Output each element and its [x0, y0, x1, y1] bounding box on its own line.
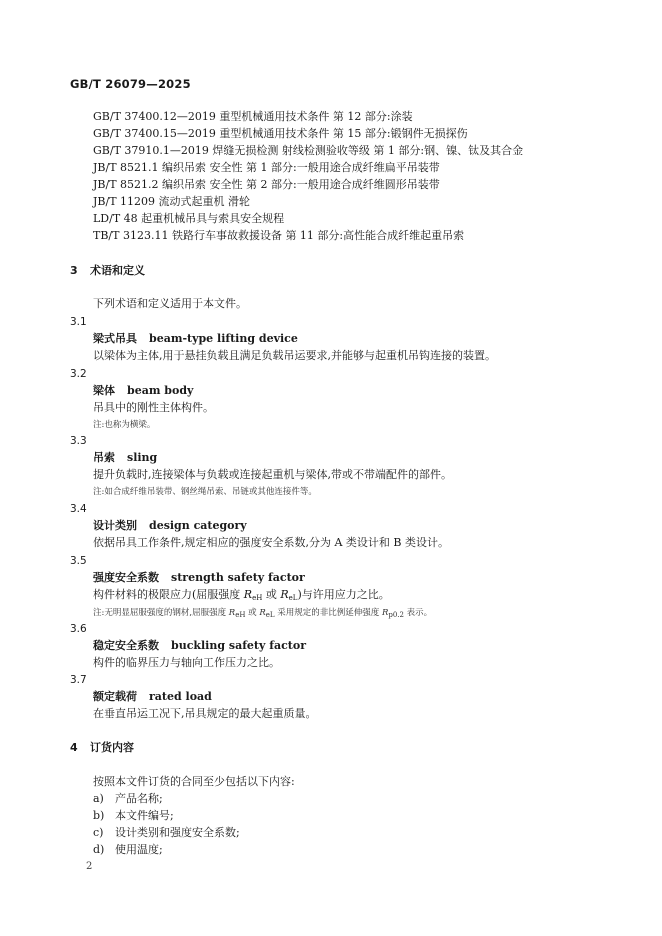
symbol-r: R [259, 608, 266, 618]
term-cn: 吊索 [93, 451, 115, 464]
term-cn: 额定载荷 [93, 690, 137, 703]
term-definition: 构件的临界压力与轴向工作压力之比。 [93, 656, 280, 669]
list-label: d) [93, 843, 105, 856]
term-en: rated load [149, 690, 212, 703]
term-cn: 梁体 [93, 384, 115, 397]
term-cn: 梁式吊具 [93, 332, 137, 345]
term-cn: 设计类别 [93, 519, 137, 532]
term-heading [93, 571, 305, 585]
term-cn: 稳定安全系数 [93, 639, 159, 652]
reference-item: TB/T 3123.11 铁路行车事故救援设备 第 11 部分:高性能合成纤维起重吊索 [93, 229, 465, 242]
reference-item: GB/T 37910.1—2019 焊缝无损检测 射线检测验收等级 第 1 部分:钢、镍、钛及其合金 [93, 144, 524, 157]
term-heading [93, 451, 157, 465]
definition-text: 或 [262, 588, 281, 601]
term-en: design category [149, 519, 247, 532]
list-item [93, 792, 163, 806]
term-note: 注:如合成纤维吊装带、钢丝绳吊索、吊链或其他连接件等。 [93, 487, 317, 497]
term-definition [93, 588, 390, 605]
list-item [93, 826, 240, 840]
list-label: b) [93, 809, 105, 822]
term-en: sling [127, 451, 158, 464]
reference-item: GB/T 37400.15—2019 重型机械通用技术条件 第 15 部分:锻钢件无损探伤 [93, 127, 468, 140]
symbol-subscript: p0.2 [388, 611, 404, 619]
list-item [93, 843, 163, 857]
term-number: 3.1 [70, 316, 87, 328]
term-heading [93, 519, 247, 533]
term-en: beam-type lifting device [149, 332, 298, 345]
symbol-subscript: eH [235, 611, 246, 619]
symbol-subscript: eL [288, 594, 298, 602]
list-label: c) [93, 826, 104, 839]
term-number: 3.5 [70, 555, 87, 567]
list-text: 使用温度; [115, 843, 163, 856]
note-text: 采用规定的非比例延伸强度 [274, 608, 382, 618]
page-number: 2 [86, 861, 93, 872]
symbol-r: R [243, 588, 253, 601]
term-en: buckling safety factor [171, 639, 307, 652]
section-title: 订货内容 [90, 741, 134, 754]
list-label: a) [93, 792, 104, 805]
symbol-subscript: eH [252, 594, 263, 602]
note-text: 注:无明显屈服强度的钢材,屈服强度 [93, 608, 229, 618]
list-text: 本文件编号; [115, 809, 174, 822]
term-heading [93, 639, 306, 653]
symbol-subscript: eL [265, 611, 275, 619]
term-en: beam body [127, 384, 194, 397]
symbol-r: R [228, 608, 236, 618]
reference-item: GB/T 37400.12—2019 重型机械通用技术条件 第 12 部分:涂装 [93, 110, 413, 123]
term-number: 3.2 [70, 368, 87, 380]
symbol-r: R [381, 608, 389, 618]
term-note [93, 606, 432, 622]
term-en: strength safety factor [171, 571, 305, 584]
term-definition: 依据吊具工作条件,规定相应的强度安全系数,分为 A 类设计和 B 类设计。 [93, 536, 450, 549]
definition-text: 构件材料的极限应力(屈服强度 [93, 588, 244, 601]
reference-item: JB/T 11209 流动式起重机 滑轮 [93, 195, 251, 208]
section-3-heading [70, 264, 145, 278]
reference-item: JB/T 8521.1 编织吊索 安全性 第 1 部分:一般用途合成纤维扁平吊装带 [93, 161, 440, 174]
term-number: 3.4 [70, 503, 87, 515]
term-note: 注:也称为横梁。 [93, 420, 156, 430]
reference-item: LD/T 48 起重机械吊具与索具安全规程 [93, 212, 285, 225]
term-cn: 强度安全系数 [93, 571, 159, 584]
reference-item: JB/T 8521.2 编织吊索 安全性 第 2 部分:一般用途合成纤维圆形吊装带 [93, 178, 440, 191]
standard-code-header: GB/T 26079—2025 [70, 77, 191, 91]
section-number: 4 [70, 741, 78, 754]
list-item [93, 809, 174, 823]
term-definition: 提升负载时,连接梁体与负载或连接起重机与梁体,带或不带端配件的部件。 [93, 468, 452, 481]
section-3-intro: 下列术语和定义适用于本文件。 [93, 297, 247, 310]
note-text: 或 [245, 608, 260, 618]
list-text: 设计类别和强度安全系数; [115, 826, 240, 839]
term-number: 3.3 [70, 435, 87, 447]
section-title: 术语和定义 [90, 264, 145, 277]
term-definition: 在垂直吊运工况下,吊具规定的最大起重质量。 [93, 707, 317, 720]
term-number: 3.6 [70, 623, 87, 635]
term-number: 3.7 [70, 674, 87, 686]
list-text: 产品名称; [115, 792, 163, 805]
term-heading [93, 332, 298, 346]
term-heading [93, 690, 212, 704]
term-definition: 吊具中的刚性主体构件。 [93, 401, 214, 414]
note-text: 表示。 [403, 608, 433, 618]
symbol-r: R [280, 588, 289, 601]
section-number: 3 [70, 264, 78, 277]
definition-text: )与许用应力之比。 [297, 588, 390, 601]
term-definition: 以梁体为主体,用于悬挂负载且满足负载吊运要求,并能够与起重机吊钩连接的装置。 [93, 349, 496, 362]
section-4-intro: 按照本文件订货的合同至少包括以下内容: [93, 775, 295, 788]
section-4-heading [70, 741, 134, 755]
term-heading [93, 384, 193, 398]
